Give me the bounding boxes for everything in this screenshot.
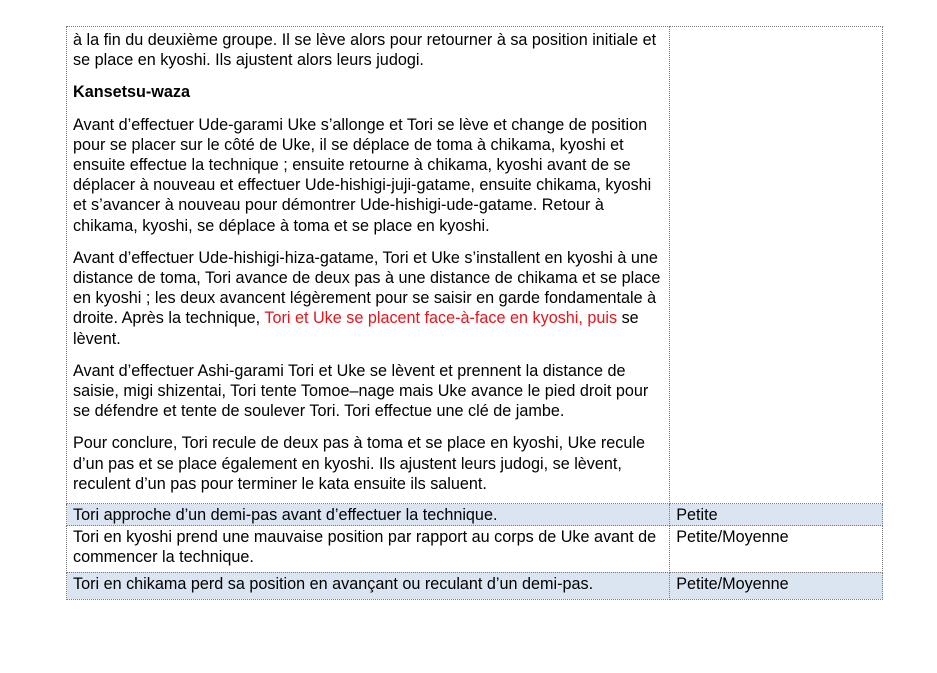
criteria-row [67,526,883,572]
severity-cell-empty [670,27,883,504]
section-heading: Kansetsu-waza [73,83,190,102]
criteria-severity: Petite/Moyenne [670,572,883,599]
criteria-row [67,504,883,526]
paragraph-hiza-gatame-end: se lèvent. [73,309,639,348]
paragraph-ashi-garami: Avant d’effectuer Ashi-garami Tori et Uke se lèvent et prennent la distance de saisie, migi shizentai, Tori tente Tomoe–nage mais Uke avance le pied droit pour se défendre et tente de soulever Tori. Tori effectue une clé de jambe. [73,361,649,421]
description-row [67,27,883,504]
paragraph-hiza-gatame [73,248,663,349]
criteria-description: Tori approche d’un demi-pas avant d’effectuer la technique. [67,504,670,526]
paragraph-conclusion: Pour conclure, Tori recule de deux pas à toma et se place en kyoshi, Uke recule d’un pas et se place également en kyoshi. Ils ajustent leurs judogi, se lèvent, reculent d’un pas pour terminer le kata ensuite ils saluent. [73,434,645,493]
paragraph-ude-garami: Avant d’effectuer Ude-garami Uke s’allonge et Tori se lève et change de position pour se placer sur le côté de Uke, il se déplace de toma à chikama, kyoshi et ensuite effectue la technique ; ensuite retourne à chikama, kyoshi avant de se déplacer à nouveau et effectuer Ude-hishigi-juji-gatame, ensuite chikama, kyoshi et s’avancer à nouveau pour démontrer Ude-hishigi-ude-gatame. Retour à chikama, kyoshi, se déplace à toma et se place en kyoshi. [73,115,652,235]
paragraph-hiza-gatame-text: Avant d’effectuer Ude-hishigi-hiza-gatame, Tori et Uke s’installent en kyoshi à une distance de toma, Tori avance de deux pas à une distance de chikama et se place en kyoshi ; les deux avancent légèrement pour se saisir en garde fondamentale à droite. Après la technique, [73,248,661,328]
intro-paragraph: à la fin du deuxième groupe. Il se lève alors pour retourner à sa position initiale et se place en kyoshi. Ils ajustent alors leurs judogi. [73,31,657,70]
kata-table [66,26,883,600]
criteria-description: Tori en chikama perd sa position en avançant ou reculant d’un demi-pas. [67,572,670,599]
criteria-severity: Petite/Moyenne [670,526,883,572]
criteria-description: Tori en kyoshi prend une mauvaise position par rapport au corps de Uke avant de commencer la technique. [67,526,670,572]
criteria-row [67,572,883,599]
description-cell [67,27,670,504]
criteria-severity: Petite [670,504,883,526]
highlighted-text: Tori et Uke se placent face-à-face en kyoshi, puis [264,309,618,328]
